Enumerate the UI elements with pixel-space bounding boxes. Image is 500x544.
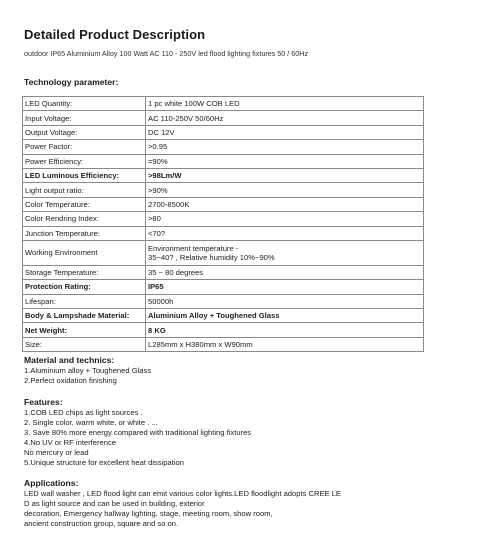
parameter-row (23, 154, 424, 168)
features-line: No mercury or lead (24, 448, 89, 457)
parameter-row (23, 140, 424, 154)
parameter-label: Light output ratio: (23, 183, 146, 197)
parameter-value: 2700-8500K (146, 197, 424, 211)
parameter-label: Protection Rating: (23, 280, 146, 294)
parameter-value: >80 (146, 212, 424, 226)
features-line: 4.No UV or RF interference (24, 438, 117, 447)
parameter-row (23, 125, 424, 139)
parameter-value: DC 12V (146, 125, 424, 139)
parameter-row (23, 183, 424, 197)
features-list (24, 408, 251, 468)
page-title: Detailed Product Description (24, 27, 206, 42)
parameter-label: Working Environment (23, 240, 146, 265)
parameter-value: >0.95 (146, 140, 424, 154)
applications-line: ancient construction group, square and so on. (24, 519, 179, 528)
parameter-value: Aluminium Alloy + Toughened Glass (146, 309, 424, 323)
parameter-value: =90% (146, 154, 424, 168)
features-line: 1.COB LED chips as light sources . (24, 408, 143, 417)
parameter-value: >98Lm/W (146, 168, 424, 182)
parameter-row (23, 323, 424, 337)
features-line: 3. Save 80% more energy compared with traditional lighting fixtures (24, 428, 252, 437)
parameter-value: IP65 (146, 280, 424, 294)
parameter-label: LED Quantity: (23, 97, 146, 111)
parameter-label: Lifespan: (23, 294, 146, 308)
parameter-label: Color Temperature: (23, 197, 146, 211)
parameter-label: Output Voltage: (23, 125, 146, 139)
parameter-value: L285mm x H380mm x W90mm (146, 337, 424, 351)
parameter-label: Net Weight: (23, 323, 146, 337)
parameter-row (23, 197, 424, 211)
materials-line: 2.Perfect oxidation finishing (24, 376, 117, 385)
parameter-value: AC 110-250V 50/60Hz (146, 111, 424, 125)
parameter-row (23, 294, 424, 308)
materials-line: 1.Aluminium alloy + Toughened Glass (24, 366, 152, 375)
parameter-row (23, 240, 424, 265)
parameter-label: Power Efficiency: (23, 154, 146, 168)
parameter-row (23, 212, 424, 226)
features-line: 5.Unique structure for excellent heat dissipation (24, 458, 184, 467)
parameter-row (23, 337, 424, 351)
parameter-row (23, 111, 424, 125)
parameter-row (23, 265, 424, 279)
parameter-value-line: 35~40? , Relative humidity 10%~90% (148, 252, 275, 262)
materials-list (24, 366, 151, 386)
parameter-value: 35 ~ 80 degrees (146, 265, 424, 279)
parameter-label: Input Voltage: (23, 111, 146, 125)
parameter-value: 50000h (146, 294, 424, 308)
parameter-label: Junction Temperature: (23, 226, 146, 240)
applications-text (24, 489, 341, 529)
parameter-row (23, 309, 424, 323)
product-subtitle: outdoor IP65 Aluminium Alloy 100 Watt AC 110 - 250V led flood lighting fixtures 50 / 60Hz (24, 49, 309, 58)
features-heading: Features: (24, 397, 63, 407)
parameter-label: Color Rendring Index: (23, 212, 146, 226)
parameter-value: 1 pc white 100W COB LED (146, 97, 424, 111)
parameter-label: Size: (23, 337, 146, 351)
parameter-value: >90% (146, 183, 424, 197)
parameter-value (146, 240, 424, 265)
parameter-row (23, 226, 424, 240)
technology-parameter-table (22, 96, 424, 352)
parameter-label: Body & Lampshade Material: (23, 309, 146, 323)
parameter-label: LED Luminous Efficiency: (23, 168, 146, 182)
technology-heading: Technology parameter: (24, 77, 119, 87)
applications-line: LED wall washer , LED flood light can emit various color lights.LED floodlight adopts CREE LE (24, 489, 341, 498)
parameter-value: 8 KG (146, 323, 424, 337)
parameter-row (23, 280, 424, 294)
features-line: 2. Single color, warm white, or white . ... (24, 418, 158, 427)
parameter-value-line: Environment temperature - (148, 243, 239, 253)
parameter-row (23, 168, 424, 182)
applications-line: decoration, Emergency hallway lighting, stage, meeting room, show room, (24, 509, 273, 518)
parameter-value: <70? (146, 226, 424, 240)
parameter-row (23, 97, 424, 111)
applications-heading: Applications: (24, 478, 79, 488)
parameter-label: Storage Temperature: (23, 265, 146, 279)
parameter-label: Power Factor: (23, 140, 146, 154)
materials-heading: Material and technics: (24, 355, 115, 365)
applications-line: D as light source and can be used in building, exterior (24, 499, 205, 508)
